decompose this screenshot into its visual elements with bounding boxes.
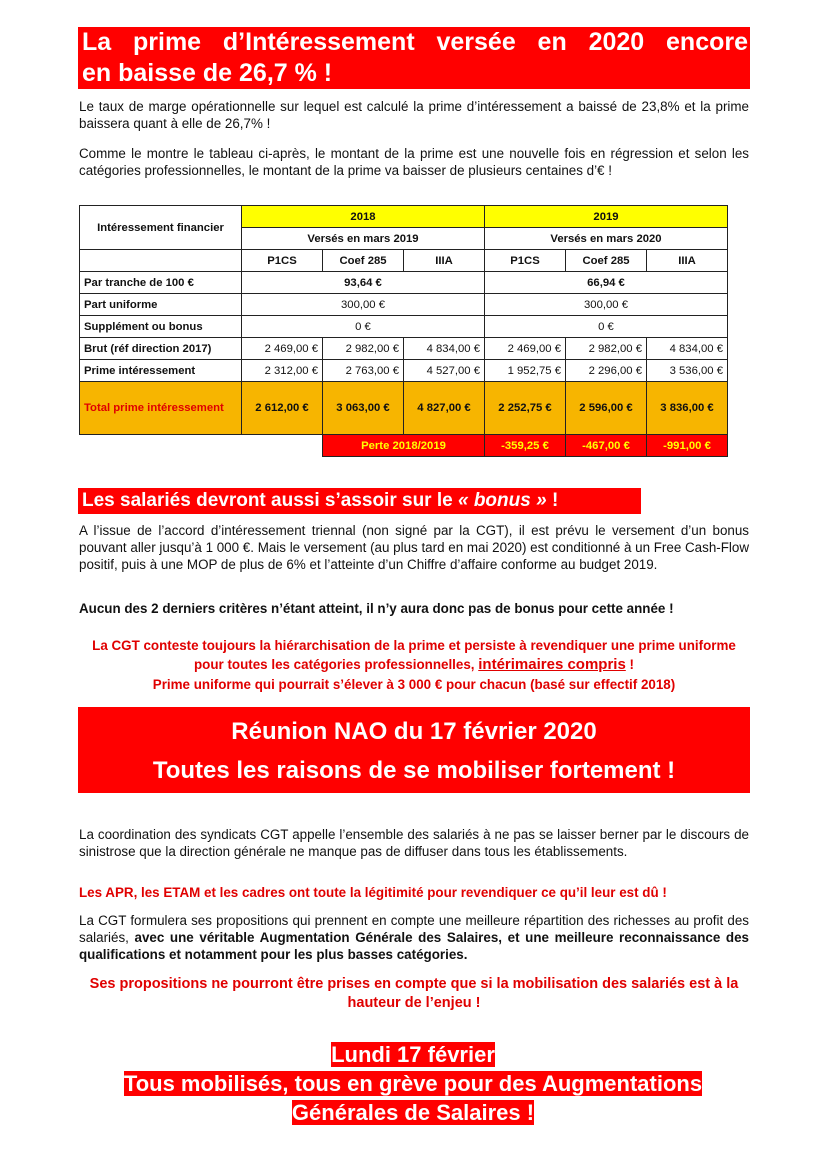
intro-paragraph-1: Le taux de marge opérationnelle sur lequel est calculé la prime d’intéressement a baissé de 23,8% et la prime baissera quant à elle de 26,7% !	[79, 99, 749, 131]
table-cell: 300,00 €	[485, 294, 728, 316]
nao-line2: Toutes les raisons de se mobiliser fortement !	[152, 757, 676, 784]
nao-paragraph-1: La coordination des syndicats CGT appelle l’ensemble des salariés à ne pas se laisser berner par le discours de sinistrose que la direction générale ne manque pas de diffuser dans tous les établissements.	[79, 827, 749, 859]
table-cell: 2 469,00 €	[485, 338, 566, 360]
empty-cell	[80, 435, 242, 457]
table-row-loss	[80, 435, 728, 457]
loss-label: Perte 2018/2019	[323, 435, 485, 457]
bonus-heading	[78, 488, 641, 514]
nao-line1: Réunion NAO du 17 février 2020	[231, 718, 597, 745]
row-label: Par tranche de 100 €	[80, 272, 242, 294]
bonus-heading-em: « bonus »	[457, 490, 547, 511]
year-2019: 2019	[485, 206, 728, 228]
intro-paragraph-2: Comme le montre le tableau ci-après, le montant de la prime est une nouvelle fois en régression et selon les catégories professionnelles, le montant de la prime va baisser de plusieurs centaines d’€ !	[79, 146, 749, 178]
table-cell: 2 296,00 €	[566, 360, 647, 382]
table-cell: 300,00 €	[242, 294, 485, 316]
row-label-total: Total prime intéressement	[80, 382, 242, 435]
table-row	[80, 338, 728, 360]
table-cell: 0 €	[485, 316, 728, 338]
cat-header: P1CS	[242, 250, 323, 272]
table-cell: -991,00 €	[647, 435, 728, 457]
final-line2: Tous mobilisés, tous en grève pour des Augmentations	[123, 1071, 703, 1096]
table-cell: 0 €	[242, 316, 485, 338]
table-cell: 3 536,00 €	[647, 360, 728, 382]
p3-post: !	[625, 657, 634, 672]
table-cell: 4 827,00 €	[404, 382, 485, 435]
table-row	[80, 360, 728, 382]
p3-pre: La CGT conteste toujours la hiérarchisation de la prime et persiste à revendiquer une prime uniforme pour toutes les catégories professionnelles,	[92, 638, 736, 672]
bonus-paragraph-2: Aucun des 2 derniers critères n’étant atteint, il n’y aura donc pas de bonus pour cette année !	[79, 601, 674, 616]
cat-header: Coef 285	[323, 250, 404, 272]
table-cell: 1 952,75 €	[485, 360, 566, 382]
table-cell: 2 312,00 €	[242, 360, 323, 382]
cat-header: P1CS	[485, 250, 566, 272]
table-cell: 2 982,00 €	[566, 338, 647, 360]
table-cell: 93,64 €	[242, 272, 485, 294]
table-cell: 2 596,00 €	[566, 382, 647, 435]
table-cell: 2 763,00 €	[323, 360, 404, 382]
table-cell: 3 063,00 €	[323, 382, 404, 435]
interimaires-link: intérimaires compris	[478, 656, 626, 673]
paid-2019: Versés en mars 2020	[485, 228, 728, 250]
nao-paragraph-4: Ses propositions ne pourront être prises en compte que si la mobilisation des salariés est à la hauteur de l’enjeu !	[89, 976, 739, 1011]
nao-p3-pre: La CGT formulera ses propositions qui prennent en compte une meilleure répartition des richesses au profit des salariés,	[79, 913, 749, 945]
title-line2: en baisse de 26,7 % !	[82, 59, 333, 87]
empty-cell	[80, 250, 242, 272]
title-banner	[78, 27, 750, 89]
cat-header: Coef 285	[566, 250, 647, 272]
table-cell: 2 982,00 €	[323, 338, 404, 360]
cat-header: IIIA	[404, 250, 485, 272]
bonus-heading-pre: Les salariés devront aussi s’assoir sur le	[82, 490, 458, 511]
empty-cell	[242, 435, 323, 457]
row-label: Supplément ou bonus	[80, 316, 242, 338]
table-cell: -467,00 €	[566, 435, 647, 457]
final-call	[60, 1040, 766, 1127]
row-label: Brut (réf direction 2017)	[80, 338, 242, 360]
row-label: Part uniforme	[80, 294, 242, 316]
table-row	[80, 272, 728, 294]
title-line1: La prime d’Intéressement versée en 2020 encore	[82, 28, 748, 56]
table-row	[80, 294, 728, 316]
table-corner: Intéressement financier	[80, 206, 242, 250]
table-cell: 3 836,00 €	[647, 382, 728, 435]
nao-paragraph-3	[79, 912, 749, 963]
table-row-total	[80, 382, 728, 435]
final-line1: Lundi 17 février	[331, 1042, 495, 1067]
cat-header: IIIA	[647, 250, 728, 272]
table-row	[80, 316, 728, 338]
bonus-paragraph-1: A l’issue de l’accord d’intéressement triennal (non signé par la CGT), il est prévu le versement d’un bonus pouvant aller jusqu’à 1 000 €. Mais le versement (au plus tard en mai 2020) est conditionné à un Free Cash-Flow positif, puis à une MOP de plus de 6% et l’atteinte d’un Chiffre d’affaire conforme au budget 2019.	[79, 523, 749, 572]
nao-banner	[78, 707, 750, 793]
nao-p3-bold: avec une véritable Augmentation Générale des Salaires, et une meilleure reconnaissance des qualifications et notamment pour les plus basses catégories.	[79, 930, 749, 962]
bonus-paragraph-4: Prime uniforme qui pourrait s’élever à 3 000 € pour chacun (basé sur effectif 2018)	[152, 677, 676, 692]
table-cell: 66,94 €	[485, 272, 728, 294]
table-cell: -359,25 €	[485, 435, 566, 457]
table-cell: 4 527,00 €	[404, 360, 485, 382]
table-cell: 2 612,00 €	[242, 382, 323, 435]
row-label: Prime intéressement	[80, 360, 242, 382]
nao-paragraph-2: Les APR, les ETAM et les cadres ont toute la légitimité pour revendiquer ce qu’il leur est dû !	[79, 885, 667, 900]
bonus-heading-post: !	[546, 490, 559, 511]
table-cell: 4 834,00 €	[404, 338, 485, 360]
final-line3: Générales de Salaires !	[291, 1100, 535, 1125]
interessement-table	[79, 205, 728, 457]
table-cell: 2 469,00 €	[242, 338, 323, 360]
table-cell: 4 834,00 €	[647, 338, 728, 360]
year-2018: 2018	[242, 206, 485, 228]
table-cell: 2 252,75 €	[485, 382, 566, 435]
paid-2018: Versés en mars 2019	[242, 228, 485, 250]
bonus-paragraph-3	[79, 636, 749, 674]
